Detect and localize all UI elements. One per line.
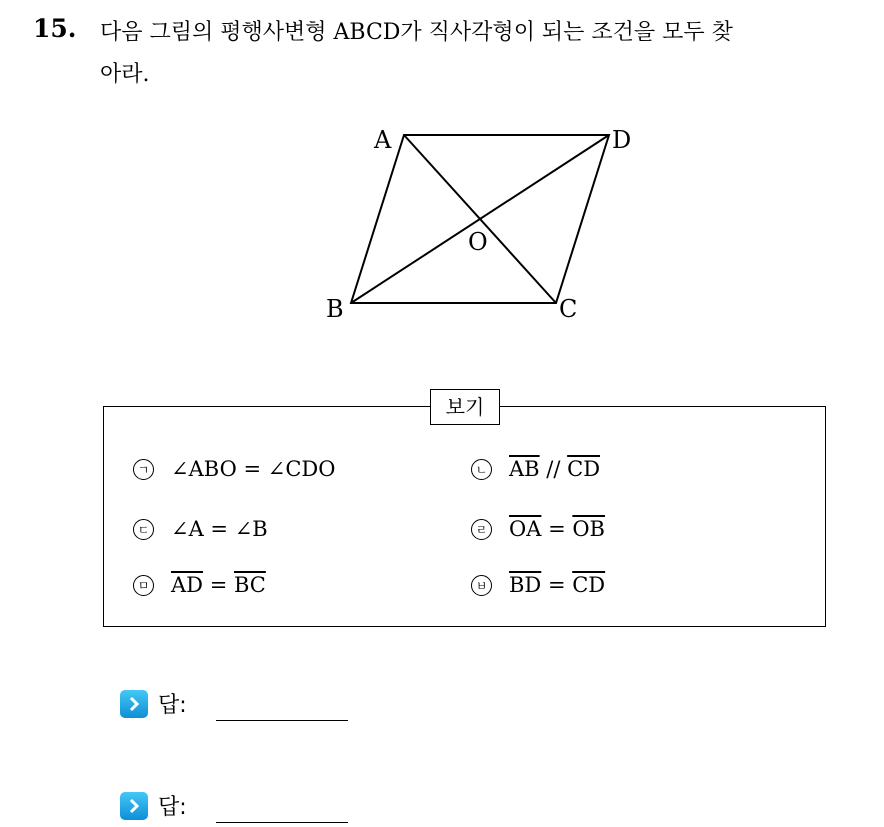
relation-equals: =: [541, 517, 573, 541]
option-6: [471, 573, 605, 597]
segment-ab: $\overline{AB}$: [509, 457, 540, 481]
answer-row-2: [120, 790, 187, 821]
segment-oa: $\overline{OA}$: [509, 517, 542, 541]
vertex-label-d: D: [612, 126, 632, 154]
diagonal-bd: [351, 135, 609, 303]
answer-blank-1[interactable]: [216, 720, 348, 721]
option-1: [133, 457, 335, 481]
option-4: [471, 517, 605, 541]
segment-bd: $\overline{BD}$: [509, 573, 542, 597]
option-mark: ㄹ: [471, 519, 492, 540]
option-5: [133, 573, 266, 597]
option-mark: ㅁ: [133, 575, 154, 596]
segment-cd: $\overline{CD}$: [572, 573, 606, 597]
option-mark: ㅂ: [471, 575, 492, 596]
question-text-line1: 다음 그림의 평행사변형 ABCD가 직사각형이 되는 조건을 모두 찾: [100, 20, 733, 45]
segment-bc: $\overline{BC}$: [233, 573, 266, 597]
vertex-label-b: B: [326, 295, 344, 323]
option-3: [133, 517, 268, 541]
parallelogram-figure: [300, 115, 660, 335]
option-text: ∠ABO = ∠CDO: [171, 457, 336, 481]
answer-blank-2[interactable]: [216, 822, 348, 823]
option-text: ∠A = ∠B: [171, 517, 268, 541]
question-text-line2: 아라.: [100, 62, 150, 87]
relation-parallel: //: [539, 457, 568, 481]
question-number: 15.: [33, 14, 77, 43]
chevron-right-icon: [120, 690, 148, 718]
vertex-label-c: C: [559, 295, 578, 323]
option-mark: ㄷ: [133, 519, 154, 540]
bogi-title: 보기: [430, 389, 500, 425]
answer-row-1: [120, 688, 187, 719]
chevron-right-icon: [120, 792, 148, 820]
answer-label: 답:: [158, 693, 187, 718]
vertex-label-a: A: [374, 126, 392, 154]
option-mark: ㄱ: [133, 459, 154, 480]
relation-equals: =: [203, 573, 234, 597]
segment-ad: $\overline{AD}$: [171, 573, 204, 597]
segment-ob: $\overline{OB}$: [572, 517, 605, 541]
relation-equals: =: [541, 573, 573, 597]
segment-cd: $\overline{CD}$: [567, 457, 601, 481]
option-mark: ㄴ: [471, 459, 492, 480]
answer-label: 답:: [158, 795, 187, 820]
option-2: [471, 457, 600, 481]
center-label-o: O: [468, 228, 488, 256]
